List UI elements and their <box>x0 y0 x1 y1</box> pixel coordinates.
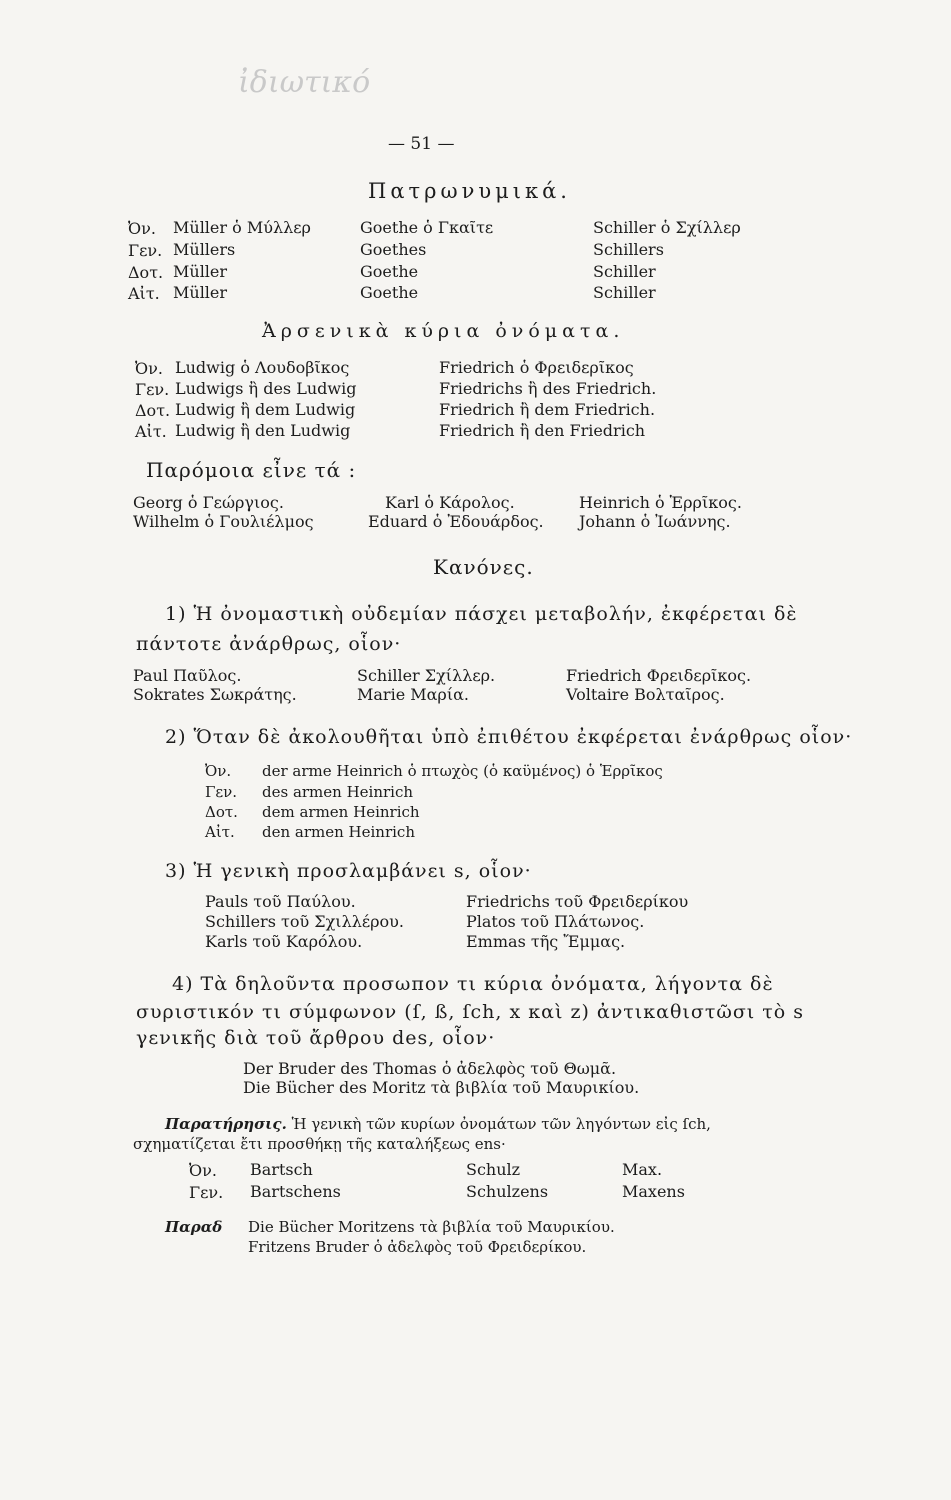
case-label: Αἰτ. <box>128 284 160 303</box>
declension-cell: den armen Heinrich <box>262 823 415 841</box>
table-cell: Ludwig ἢ den Ludwig <box>175 421 351 440</box>
case-label: Ὀν. <box>128 219 156 238</box>
case-label: Δοτ. <box>135 401 171 420</box>
example-cell: Paul Παῦλος. <box>133 666 242 685</box>
case-label: Δοτ. <box>205 803 238 821</box>
parad-line-1: Die Bücher Moritzens τὰ βιβλία τοῦ Μαυρικίου. <box>248 1218 615 1236</box>
example-cell: Friedrich Φρειδερῖκος. <box>566 666 752 685</box>
section-title-masculine-names: Ἀρσενικὰ κύρια ὀνόματα. <box>262 320 625 342</box>
example-cell: Platos τοῦ Πλάτωνος. <box>466 912 645 931</box>
case-label: Αἰτ. <box>205 823 235 841</box>
case-label: Ὀν. <box>205 762 232 780</box>
table-cell: Schulzens <box>466 1182 549 1201</box>
table-cell: Friedrichs ἢ des Friedrich. <box>439 379 657 398</box>
case-label: Δοτ. <box>128 263 164 282</box>
declension-cell: dem armen Heinrich <box>262 803 420 821</box>
case-label: Αἰτ. <box>135 422 167 441</box>
rule-4-line-2: συριστικόν τι σύμφωνον (ſ, ß, ſch, x καὶ z) ἀντικαθιστῶσι τὸ s <box>136 1001 805 1023</box>
table-cell: Goethe <box>360 283 419 302</box>
example-cell: Schiller Σχίλλερ. <box>357 666 496 685</box>
table-cell: Friedrich ἢ den Friedrich <box>439 421 646 440</box>
table-cell: Karl ὁ Κάρολος. <box>385 493 515 512</box>
section-title-paronyms: Παρόμοια εἶνε τά : <box>146 458 357 482</box>
table-cell: Goethe ὁ Γκαῖτε <box>360 218 494 237</box>
table-cell: Goethes <box>360 240 427 259</box>
example-cell: Marie Μαρία. <box>357 685 469 704</box>
table-cell: Ludwigs ἢ des Ludwig <box>175 379 357 398</box>
example-cell: Friedrichs τοῦ Φρειδερίκου <box>466 892 689 911</box>
example-cell: Karls τοῦ Καρόλου. <box>205 932 363 951</box>
rule-4-line-3: γενικῆς διὰ τοῦ ἄρθρου des, οἷον· <box>136 1027 496 1049</box>
table-cell: Goethe <box>360 262 419 281</box>
table-cell: Ludwig ὁ Λουδοβῖκος <box>175 358 350 377</box>
table-cell: Friedrich ἢ dem Friedrich. <box>439 400 656 419</box>
table-cell: Max. <box>622 1160 663 1179</box>
remark-label: Παρατήρησις. <box>165 1115 287 1133</box>
table-cell: Eduard ὁ Ἐδουάρδος. <box>368 512 544 531</box>
table-cell: Ludwig ἢ dem Ludwig <box>175 400 356 419</box>
table-cell: Müller <box>173 262 228 281</box>
table-cell: Heinrich ὁ Ἑρρῖκος. <box>579 493 742 512</box>
table-cell: Wilhelm ὁ Γουλιέλμος <box>133 512 314 531</box>
parad-label: Παραδ <box>165 1218 223 1236</box>
table-cell: Müllers <box>173 240 236 259</box>
table-cell: Müller <box>173 283 228 302</box>
table-cell: Maxens <box>622 1182 685 1201</box>
rule-3-line-1: 3) Ἡ γενικὴ προσλαμβάνει s, οἷον· <box>165 860 532 882</box>
rule-4-line-1: 4) Τὰ δηλοῦντα προσωπον τι κύρια ὀνόματα, λήγοντα δὲ <box>172 973 774 995</box>
table-cell: Georg ὁ Γεώργιος. <box>133 493 284 512</box>
table-cell: Johann ὁ Ἰωάννης. <box>579 512 731 531</box>
table-cell: Schulz <box>466 1160 521 1179</box>
remark-line-2: σχηματίζεται ἔτι προσθήκῃ τῆς καταλήξεως ens· <box>133 1135 506 1153</box>
case-label: Ὀν. <box>135 359 163 378</box>
example-cell: Pauls τοῦ Παύλου. <box>205 892 356 911</box>
section-title-patronymics: Πατρωνυμικά. <box>368 179 571 203</box>
case-label: Ὀν. <box>189 1161 217 1180</box>
section-title-rules: Κανόνες. <box>433 555 534 579</box>
example-cell: Voltaire Βολταῖρος. <box>566 685 725 704</box>
rule-1-line-2: πάντοτε ἀνάρθρως, οἷον· <box>136 633 402 655</box>
rule-2-line-1: 2) Ὅταν δὲ ἀκολουθῆται ὑπὸ ἐπιθέτου ἐκφέρεται ἐνάρθρως οἷον· <box>165 726 853 748</box>
rule-1-line-1: 1) Ἡ ὀνομαστικὴ οὐδεμίαν πάσχει μεταβολήν, ἐκφέρεται δὲ <box>165 603 798 625</box>
remark-line-1 <box>165 1117 711 1132</box>
table-cell: Schiller <box>593 262 656 281</box>
case-label: Γεν. <box>205 783 238 801</box>
parad-line-2: Fritzens Bruder ὁ ἀδελφὸς τοῦ Φρειδερίκου. <box>248 1238 587 1256</box>
table-cell: Schiller ὁ Σχίλλερ <box>593 218 741 237</box>
declension-cell: des armen Heinrich <box>262 783 414 801</box>
rule-4-example-1: Der Bruder des Thomas ὁ ἀδελφὸς τοῦ Θωμᾶ. <box>243 1059 617 1078</box>
table-cell: Bartschens <box>250 1182 341 1201</box>
example-cell: Sokrates Σωκράτης. <box>133 685 297 704</box>
rule-4-example-2: Die Bücher des Moritz τὰ βιβλία τοῦ Μαυρικίου. <box>243 1078 640 1097</box>
case-label: Γεν. <box>189 1183 224 1202</box>
declension-cell: der arme Heinrich ὁ πτωχὸς (ὁ καϋμένος) ὁ Ἑρρῖκος <box>262 762 663 780</box>
example-cell: Emmas τῆς Ἔμμας. <box>466 932 626 951</box>
remark-text: Ἡ γενικὴ τῶν κυρίων ὀνομάτων τῶν ληγόντων εἰς ſch, <box>291 1115 711 1133</box>
case-label: Γεν. <box>128 241 163 260</box>
table-cell: Schiller <box>593 283 656 302</box>
page-number: — 51 — <box>388 134 455 154</box>
table-cell: Müller ὁ Μύλλερ <box>173 218 311 237</box>
table-cell: Bartsch <box>250 1160 313 1179</box>
example-cell: Schillers τοῦ Σχιλλέρου. <box>205 912 404 931</box>
table-cell: Schillers <box>593 240 664 259</box>
case-label: Γεν. <box>135 380 170 399</box>
table-cell: Friedrich ὁ Φρειδερῖκος <box>439 358 634 377</box>
handwritten-note: ἰδιωτικό <box>238 65 371 100</box>
